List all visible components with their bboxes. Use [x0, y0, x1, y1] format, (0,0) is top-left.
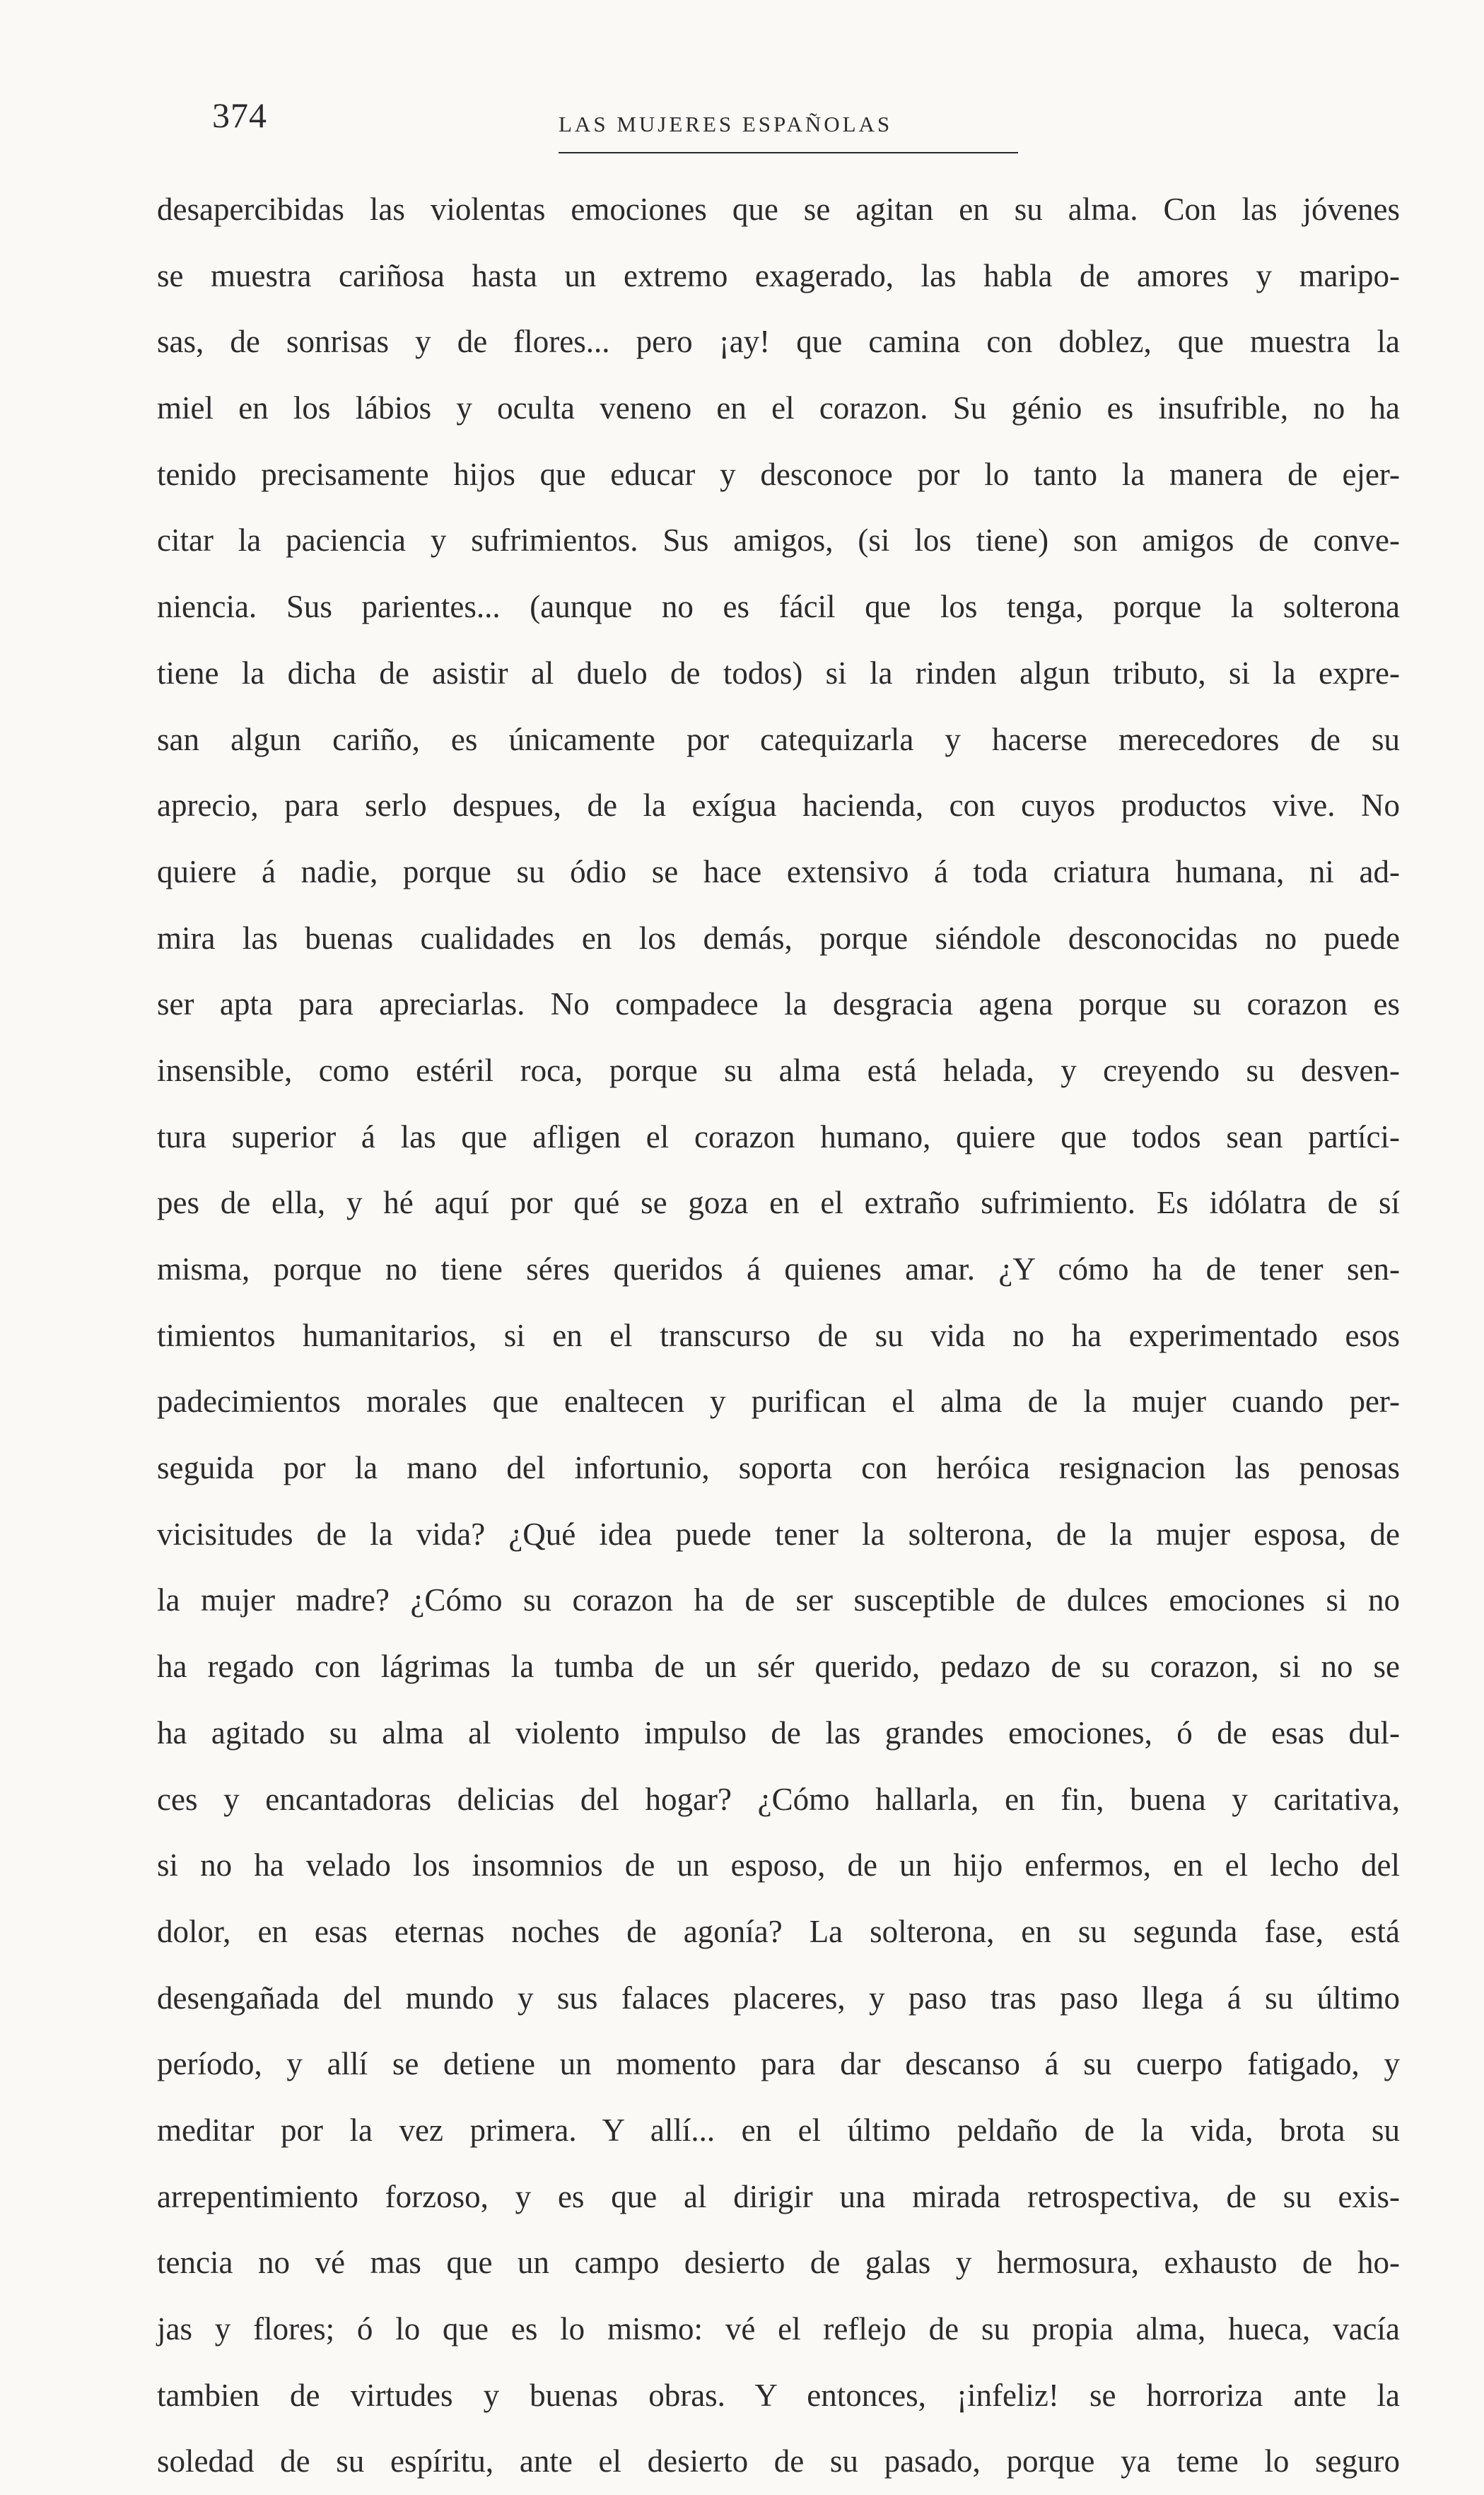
- text-line: dolor, en esas eternas noches de agonía? La solterona, en su segunda fase, está: [157, 1913, 1400, 1949]
- text-line: niencia. Sus parientes... (aunque no es fácil que los tenga, porque la solterona: [157, 589, 1400, 625]
- header-rule: [559, 152, 1018, 153]
- text-line: arrepentimiento forzoso, y es que al dirigir una mirada retrospectiva, de su exis-: [157, 2178, 1400, 2214]
- text-line: soledad de su espíritu, ante el desierto de su pasado, porque ya teme lo seguro: [157, 2443, 1400, 2479]
- text-line: tenido precisamente hijos que educar y desconoce por lo tanto la manera de ejer-: [157, 456, 1400, 492]
- text-line: ces y encantadoras delicias del hogar? ¿Cómo hallarla, en fin, buena y caritativa,: [157, 1781, 1400, 1817]
- text-line: aprecio, para serlo despues, de la exígua hacienda, con cuyos productos vive. No: [157, 788, 1400, 824]
- text-line: quiere á nadie, porque su ódio se hace extensivo á toda criatura humana, ni ad-: [157, 853, 1400, 889]
- text-line: tiene la dicha de asistir al duelo de todos) si la rinden algun tributo, si la expre-: [157, 655, 1400, 691]
- text-line: desapercibidas las violentas emociones que se agitan en su alma. Con las jóvenes: [157, 192, 1400, 227]
- text-line: desengañada del mundo y sus falaces placeres, y paso tras paso llega á su último: [157, 1980, 1400, 2016]
- text-line: ha agitado su alma al violento impulso de las grandes emociones, ó de esas dul-: [157, 1714, 1400, 1751]
- body-text: [157, 177, 1400, 2495]
- text-line: tura superior á las que afligen el corazon humano, quiere que todos sean partíci-: [157, 1118, 1400, 1155]
- page-number: 374: [212, 95, 267, 135]
- text-line: se muestra cariñosa hasta un extremo exagerado, las habla de amores y maripo-: [157, 257, 1400, 293]
- text-line: miel en los lábios y oculta veneno en el corazon. Su génio es insufrible, no ha: [157, 390, 1400, 426]
- text-line: timientos humanitarios, si en el transcurso de su vida no ha experimentado esos: [157, 1317, 1400, 1353]
- text-line: mira las buenas cualidades en los demás, porque siéndole desconocidas no puede: [157, 920, 1400, 956]
- text-line: meditar por la vez primera. Y allí... en el último peldaño de la vida, brota su: [157, 2112, 1400, 2148]
- text-line: san algun cariño, es únicamente por catequizarla y hacerse merecedores de su: [157, 721, 1400, 757]
- text-line: tambien de virtudes y buenas obras. Y entonces, ¡infeliz! se horroriza ante la: [157, 2377, 1400, 2413]
- text-line: tencia no vé mas que un campo desierto de galas y hermosura, exhausto de ho-: [157, 2245, 1400, 2281]
- text-line: la mujer madre? ¿Cómo su corazon ha de ser susceptible de dulces emociones si no: [157, 1582, 1400, 1618]
- text-line: vicisitudes de la vida? ¿Qué idea puede tener la solterona, de la mujer esposa, de: [157, 1516, 1400, 1552]
- text-line: padecimientos morales que enaltecen y purifican el alma de la mujer cuando per-: [157, 1384, 1400, 1420]
- text-line: si no ha velado los insomnios de un esposo, de un hijo enfermos, en el lecho del: [157, 1847, 1400, 1883]
- text-line: jas y flores; ó lo que es lo mismo: vé el reflejo de su propia alma, hueca, vacía: [157, 2311, 1400, 2347]
- text-line: citar la paciencia y sufrimientos. Sus amigos, (si los tiene) son amigos de conve-: [157, 522, 1400, 559]
- text-line: sas, de sonrisas y de flores... pero ¡ay! que camina con doblez, que muestra la: [157, 324, 1400, 360]
- text-line: pes de ella, y hé aquí por qué se goza en el extraño sufrimiento. Es idólatra de sí: [157, 1185, 1400, 1221]
- running-title: LAS MUJERES ESPAÑOLAS: [559, 112, 893, 136]
- text-line: seguida por la mano del infortunio, soporta con heróica resignacion las penosas: [157, 1450, 1400, 1486]
- text-line: ha regado con lágrimas la tumba de un sér querido, pedazo de su corazon, si no se: [157, 1649, 1400, 1685]
- text-line: período, y allí se detiene un momento para dar descanso á su cuerpo fatigado, y: [157, 2046, 1400, 2082]
- text-line: insensible, como estéril roca, porque su alma está helada, y creyendo su desven-: [157, 1052, 1400, 1088]
- text-line: misma, porque no tiene séres queridos á quienes amar. ¿Y cómo ha de tener sen-: [157, 1251, 1400, 1287]
- text-line: ser apta para apreciarlas. No compadece la desgracia agena porque su corazon es: [157, 986, 1400, 1022]
